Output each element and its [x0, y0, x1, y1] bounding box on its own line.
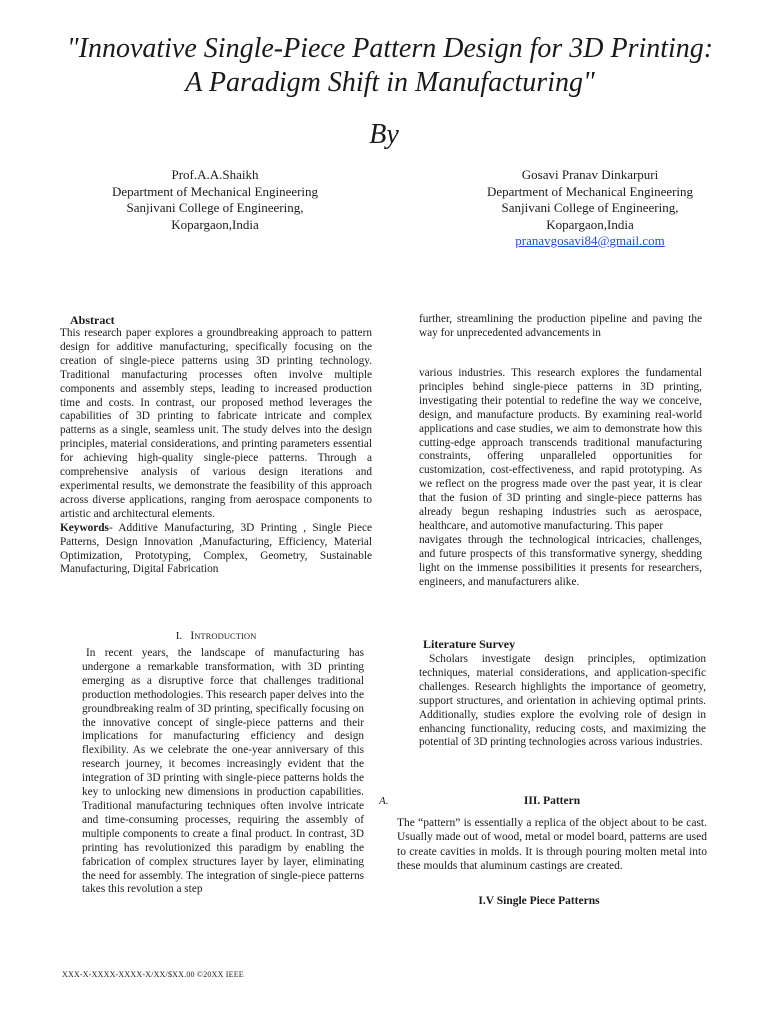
- intro-numeral: I.: [175, 630, 183, 642]
- intro-text: In recent years, the landscape of manufacturing has undergone a remarkable transformation, with 3D printing emerging as a disruptive force that challenges traditional production methodologies. This research paper delves into the groundbreaking realm of 3D printing, specifically focusing on the innovative concept of single-piece patterns and their implications for manufacturing efficiency and design flexibility. As we celebrate the one-year anniversary of this research journey, it becomes increasingly evident that the integration of 3D printing with single-piece patterns holds the key to unlocking new dimensions in production capabilities. Traditional manufacturing techniques often involve intricate and time-consuming processes, requiring the assembly of multiple components to create a final product. In contrast, 3D printing has revolutionized this paradigm by enabling the fabrication of complex structures layer by layer, eliminating the need for assembly. The integration of single-piece patterns takes this revolution a step: [82, 647, 364, 896]
- author-block-2: [445, 167, 735, 250]
- intro-heading: [60, 630, 372, 642]
- abstract-heading: Abstract: [70, 313, 115, 327]
- intro-heading-initial: I: [190, 630, 195, 642]
- keywords-text: - Additive Manufacturing, 3D Printing , Single Piece Patterns, Design Innovation ,Manufacturing, Efficiency, Material Optimization, Prototyping, Complex, Geometry, Sustainable Manufacturing, Digital Fabrication: [60, 521, 372, 576]
- author-block-1: [70, 167, 360, 233]
- by-line: By: [369, 119, 399, 150]
- literature-heading: Literature Survey: [423, 637, 516, 651]
- author-city: Kopargaon,India: [546, 216, 634, 232]
- intro-heading-rest: NTRODUCTION: [194, 631, 257, 641]
- single-piece-heading: I.V Single Piece Patterns: [478, 895, 600, 907]
- right-col-main: [419, 367, 702, 590]
- author-email-link[interactable]: pranavgosavi84@gmail.com: [515, 233, 665, 248]
- abstract-body: [60, 327, 372, 577]
- copyright-footer: XXX-X-XXXX-XXXX-X/XX/$XX.00 ©20XX IEEE: [62, 970, 244, 979]
- right-col-top: [419, 313, 702, 341]
- continued-text: further, streamlining the production pipeline and paving the way for unprecedented advancements in: [419, 313, 702, 339]
- section-marker: A.: [379, 795, 389, 807]
- keywords-label: Keywords: [60, 521, 109, 534]
- paper-title: "Innovative Single-Piece Pattern Design for 3D Printing: A Paradigm Shift in Manufacturing": [66, 33, 714, 98]
- pattern-body: [397, 816, 707, 873]
- author-college: Sanjivani College of Engineering,: [501, 200, 679, 215]
- author-name: Prof.A.A.Shaikh: [171, 167, 259, 182]
- keywords: [60, 522, 372, 578]
- intro-body: [82, 647, 364, 897]
- literature-text: Scholars investigate design principles, optimization techniques, material considerations, and application-specific challenges. Research highlights the importance of geometry, support structures, and orientation in achieving optimal prints. Additionally, studies explore the evolving role of design in enhancing functionality, reducing costs, and maximizing the potential of 3D printing technologies across various industries.: [419, 653, 706, 749]
- author-college: Sanjivani College of Engineering,: [126, 200, 304, 215]
- literature-body: [419, 653, 706, 750]
- author-name: Gosavi Pranav Dinkarpuri: [521, 167, 659, 182]
- author-city: Kopargaon,India: [171, 216, 259, 232]
- author-dept: Department of Mechanical Engineering: [111, 183, 319, 199]
- right-col-paragraph: navigates through the technological intricacies, challenges, and future prospects of this transformative synergy, shedding light on the immense possibilities it presents for researchers, engineers, and manufacturers alike.: [419, 533, 702, 588]
- author-dept: Department of Mechanical Engineering: [486, 183, 694, 199]
- pattern-heading: III. Pattern: [523, 795, 581, 807]
- pattern-text: The “pattern” is essentially a replica of the object about to be cast. Usually made out of wood, metal or model board, patterns are used to create cavities in molds. It is through pouring molten metal into these moulds that aluminum castings are created.: [397, 817, 707, 872]
- right-col-paragraph: various industries. This research explores the fundamental principles behind single-piece patterns in 3D printing, investigating their potential to redefine the way we conceive, design, and manufacture products. By examining real-world applications and case studies, we aim to demonstrate how this cutting-edge approach transcends traditional manufacturing constraints, offering unparalleled opportunities for customization, cost-effectiveness, and rapid prototyping. As we reflect on the progress made over the past year, it is clear that the fusion of 3D printing and single-piece patterns has already begun reshaping industries such as aerospace, healthcare, and automotive manufacturing. This paper: [419, 367, 702, 532]
- abstract-text: This research paper explores a groundbreaking approach to pattern design for additive manufacturing, specifically focusing on the creation of single-piece patterns using 3D printing technology. Traditional manufacturing processes often involve multiple components and assembly steps, leading to increased production time and costs. In contrast, our proposed method leverages the capabilities of 3D printing to fabricate intricate and complex patterns as a single, seamless unit. The study delves into the design principles, material considerations, and printing parameters essential for achieving high-quality single-piece patterns. Through a comprehensive analysis of various design iterations and experimental results, we demonstrate the feasibility of this approach across diverse applications, ranging from aerospace components to artistic and architectural elements.: [60, 327, 372, 520]
